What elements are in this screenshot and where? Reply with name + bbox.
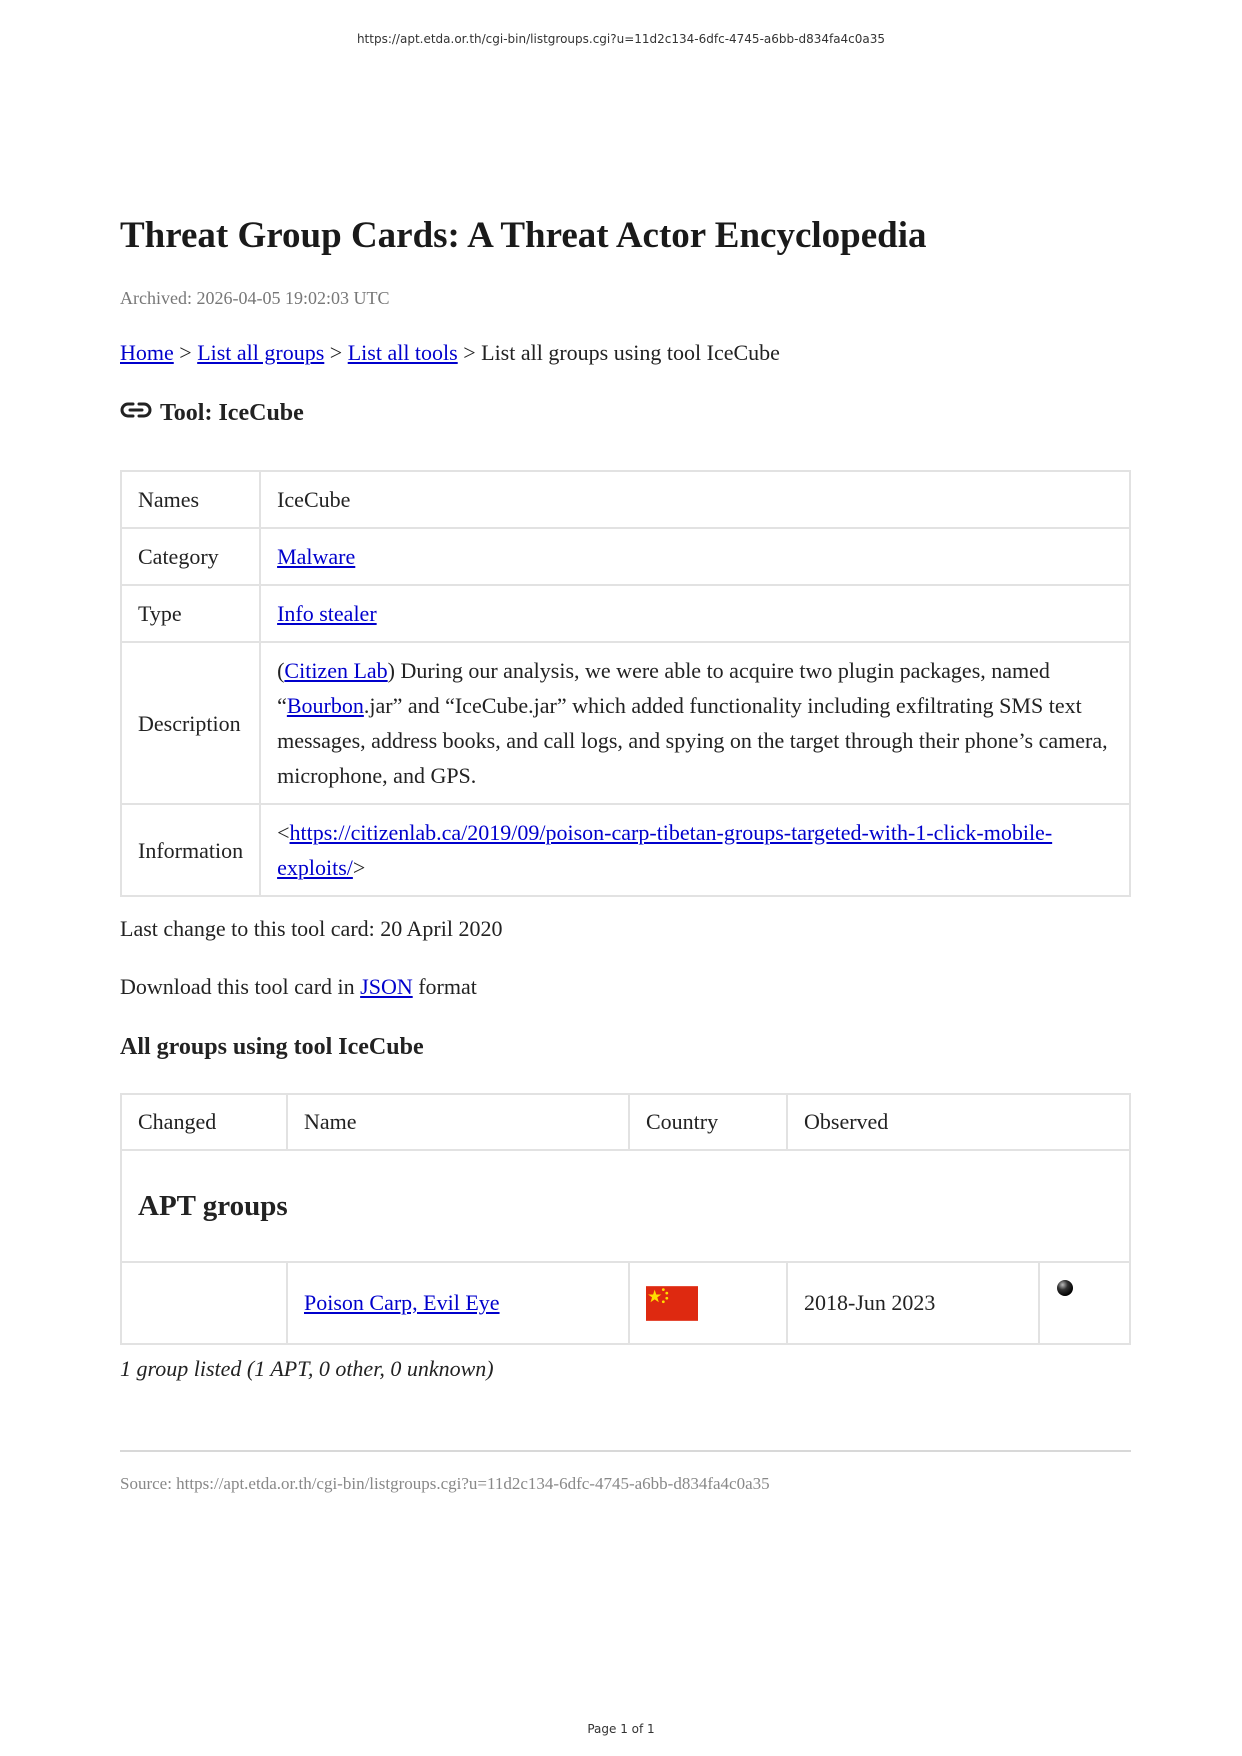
section-label-apt-groups: APT groups (121, 1150, 1130, 1262)
country-cell (629, 1262, 787, 1344)
groups-table (120, 1093, 1131, 1345)
groups-heading: All groups using tool IceCube (120, 1034, 424, 1060)
table-row (121, 642, 1130, 804)
page-url-header: https://apt.etda.or.th/cgi-bin/listgroups.cgi?u=11d2c134-6dfc-4745-a6bb-d834fa4c0a35 (356, 32, 886, 46)
breadcrumb-separator: > (173, 340, 198, 365)
group-name-link[interactable]: Poison Carp, Evil Eye (304, 1290, 500, 1315)
table-row (121, 585, 1130, 642)
category-label: Category (121, 528, 260, 585)
changed-cell (121, 1262, 287, 1344)
column-header-name: Name (287, 1094, 629, 1150)
json-download-link[interactable]: JSON (360, 974, 413, 999)
table-row (121, 528, 1130, 585)
information-value (260, 804, 1130, 896)
names-label: Names (121, 471, 260, 528)
description-label: Description (121, 642, 260, 804)
column-header-observed: Observed (787, 1094, 1130, 1150)
download-text (120, 974, 477, 1000)
china-flag-icon (646, 1286, 698, 1321)
type-cell (260, 585, 1130, 642)
description-value (260, 642, 1130, 804)
black-ball-icon (1056, 1279, 1074, 1297)
name-cell (287, 1262, 629, 1344)
link-icon (120, 400, 152, 420)
information-link[interactable]: https://citizenlab.ca/2019/09/poison-carp-tibetan-groups-targeted-with-1-click-mobile-exploits/ (277, 820, 1053, 880)
archived-timestamp: Archived: 2026-04-05 19:02:03 UTC (120, 288, 390, 308)
names-value: IceCube (260, 471, 1130, 528)
tool-heading-text: Tool: IceCube (160, 400, 304, 426)
citizen-lab-link[interactable]: Citizen Lab (284, 658, 388, 683)
breadcrumb-home-link[interactable]: Home (120, 340, 174, 365)
bourbon-link[interactable]: Bourbon (286, 693, 364, 718)
table-row (121, 804, 1130, 896)
breadcrumb-current: > List all groups using tool IceCube (457, 340, 780, 365)
tool-info-table (120, 470, 1131, 897)
description-text: ) During our analysis, we were able to acquire two plugin packages, named “ (277, 658, 1050, 718)
divider (120, 1450, 1131, 1452)
table-header-row (121, 1094, 1130, 1150)
description-text: .jar” and “IceCube.jar” which added functionality including exfiltrating SMS text messages, address books, and call logs, and spying on the target through their phone’s camera, microphone, and GPS. (277, 693, 1108, 788)
status-cell (1039, 1262, 1130, 1344)
breadcrumb-list-tools-link[interactable]: List all tools (347, 340, 458, 365)
information-bracket: < (277, 820, 290, 845)
section-row (121, 1150, 1130, 1262)
information-label: Information (121, 804, 260, 896)
observed-cell: 2018-Jun 2023 (787, 1262, 1039, 1344)
breadcrumb-separator: > (324, 340, 348, 365)
breadcrumb-list-groups-link[interactable]: List all groups (197, 340, 325, 365)
type-link[interactable]: Info stealer (277, 601, 377, 626)
column-header-changed: Changed (121, 1094, 287, 1150)
download-suffix: format (412, 974, 477, 999)
type-label: Type (121, 585, 260, 642)
download-prefix: Download this tool card in (120, 974, 361, 999)
source-footer: Source: https://apt.etda.or.th/cgi-bin/listgroups.cgi?u=11d2c134-6dfc-4745-a6bb-d834fa4c0a35 (120, 1474, 770, 1493)
last-change-text: Last change to this tool card: 20 April 2020 (120, 916, 503, 941)
breadcrumb (120, 340, 780, 366)
category-cell (260, 528, 1130, 585)
page-number: Page 1 of 1 (587, 1722, 655, 1736)
groups-summary: 1 group listed (1 APT, 0 other, 0 unknown) (120, 1356, 494, 1381)
category-link[interactable]: Malware (277, 544, 356, 569)
table-row (121, 1262, 1130, 1344)
information-bracket: > (352, 855, 366, 880)
tool-heading (120, 400, 304, 427)
description-text: ( (277, 658, 285, 683)
page-title: Threat Group Cards: A Threat Actor Encyclopedia (120, 215, 927, 256)
table-row (121, 471, 1130, 528)
column-header-country: Country (629, 1094, 787, 1150)
